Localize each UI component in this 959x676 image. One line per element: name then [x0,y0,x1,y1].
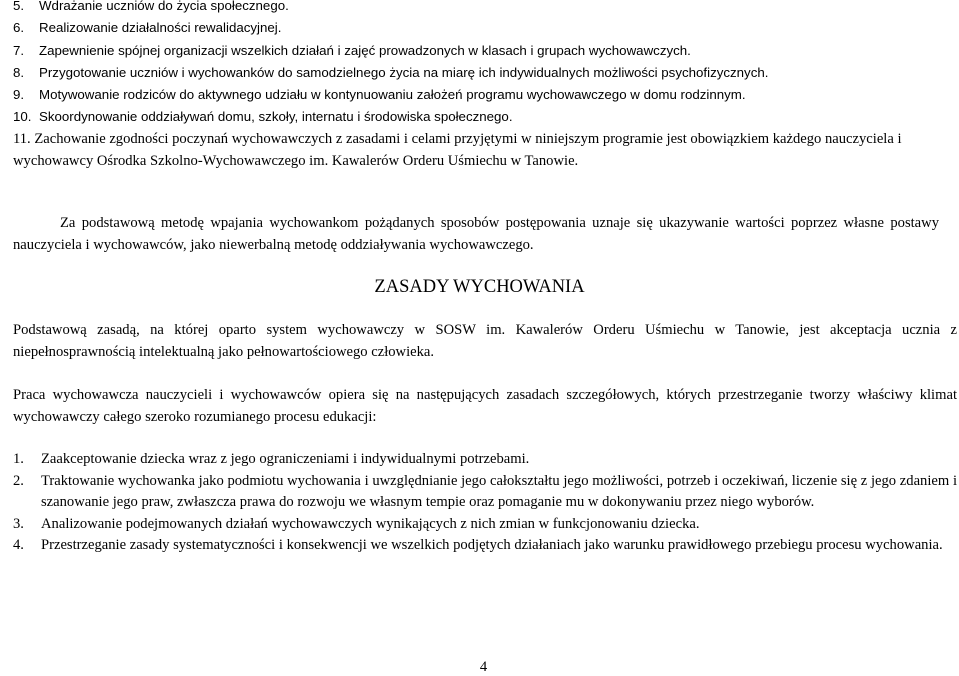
list-item-number: 11. [13,131,31,147]
list-item-text: Przygotowanie uczniów i wychowanków do samodzielnego życia na miarę ich indywidualnych możliwości psychofizycznych. [39,64,769,80]
list-item [13,514,957,536]
list-item-number: 5. [13,0,25,13]
list-item-text: Zapewnienie spójnej organizacji wszelkich działań i zajęć prowadzonych w klasach i grupach wychowawczych. [39,42,691,58]
list-item [13,535,957,557]
list-item-number: 3. [13,515,24,532]
goals-list [13,0,959,129]
list-item-text: Skoordynowanie oddziaływań domu, szkoły, internatu i środowiska społecznego. [39,109,513,125]
list-item-text: Analizowanie podejmowanych działań wychowawczych wynikających z nich zmian w funkcjonowaniu dziecka. [41,515,700,532]
list-item [13,84,959,106]
list-item [13,62,959,84]
list-item-number: 4. [13,537,24,553]
list-item-number: 7. [13,42,25,58]
list-item-number: 1. [13,451,24,467]
list-item-number: 9. [13,87,25,103]
list-item-number: 8. [13,64,25,80]
section-heading: ZASADY WYCHOWANIA [374,277,585,297]
list-item-text: Zaakceptowanie dziecka wraz z jego ograniczeniami i indywidualnymi potrzebami. [41,451,530,467]
page-number: 4 [479,659,488,675]
list-item-text: Traktowanie wychowanka jako podmiotu wychowania i uwzględnianie jego całokształtu jego możliwości, potrzeb i oczekiwań, liczenie się z jego zdaniem i szanowanie jego praw, zwłaszcza prawa do rozwoju we własnym tempie oraz pomaganie mu w dokonywaniu przez niego wyborów. [41,472,957,510]
method-paragraph: Za podstawową metodę wpajania wychowankom pożądanych sposobów postępowania uznaje się ukazywanie wartości poprzez własne postawy nauczyciela i wychowawców, jako niewerbalną metodę oddziaływania wychowawczego. [13,215,939,253]
list-item [13,128,959,172]
list-item [13,17,959,39]
work-paragraph: Praca wychowawcza nauczycieli i wychowawców opiera się na następujących zasadach szczegółowych, których przestrzeganie tworzy właściwy klimat wychowawczy całego szeroko rozumianego procesu edukacji: [13,387,957,425]
list-item-number: 6. [13,20,25,36]
rules-list [13,449,957,557]
principle-paragraph: Podstawową zasadą, na której oparto system wychowawczy w SOSW im. Kawalerów Orderu Uśmiechu w Tanowie, jest akceptacja ucznia z niepełnosprawnością intelektualną jako pełnowartościowego człowieka. [13,322,957,360]
list-item-number: 10. [13,109,32,125]
list-item [13,471,957,514]
list-item-text: Realizowanie działalności rewalidacyjnej. [39,20,282,36]
list-item [13,40,959,62]
list-item [13,449,957,471]
list-item [13,0,959,17]
list-item-text: Motywowanie rodziców do aktywnego udziału w kontynuowaniu założeń programu wychowawczego w domu rodzinnym. [39,87,746,103]
list-item-number: 2. [13,472,24,489]
list-item-text: Wdrażanie uczniów do życia społecznego. [39,0,289,13]
list-item-text: Przestrzeganie zasady systematyczności i konsekwencji we wszelkich podjętych działaniach jako warunku prawidłowego przebiegu procesu wychowania. [41,537,943,553]
list-item-text: Zachowanie zgodności poczynań wychowawczych z zasadami i celami przyjętymi w niniejszym programie jest obowiązkiem każdego nauczyciela i wychowawcy Ośrodka Szkolno-Wychowawczego im. Kawalerów Orderu Uśmiechu w Tanowie. [13,131,902,169]
list-item [13,106,959,128]
